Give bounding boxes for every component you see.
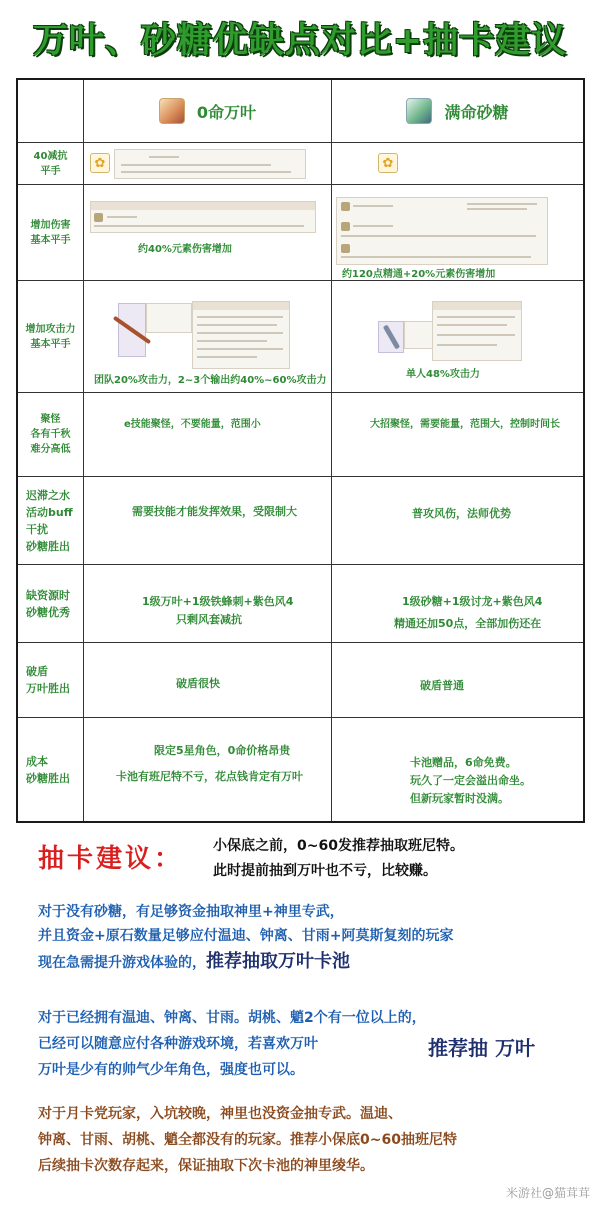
advice-p3-line3: 后续抽卡次数存起来，保证抽取下次卡池的神里绫华。	[38, 1158, 374, 1174]
kazuha-damage-text: 约40%元素伤害增加	[138, 244, 232, 255]
advice-p1-recommendation: 推荐抽取万叶卡池	[206, 951, 350, 972]
kazuha-resources-cell	[84, 565, 332, 643]
advice-p1-line1: 对于没有砂糖，有足够资金抽取神里+神里专武，	[38, 904, 344, 920]
kazuha-shield-cell	[84, 643, 332, 718]
sucrose-hydro-cell	[332, 477, 583, 565]
sucrose-column-header	[332, 80, 583, 143]
advice-intro-line1: 小保底之前，0~60发推荐抽取班尼特。	[213, 838, 464, 854]
row-label-hydro-buff: 迟滞之水 活动buff 干扰 砂糖胜出	[18, 477, 84, 565]
kazuha-portrait-icon	[159, 98, 185, 124]
talent-screenshot	[90, 201, 316, 233]
viridescent-flower-icon: ✿	[90, 153, 110, 173]
sucrose-cost-cell	[332, 718, 583, 821]
sucrose-resources-line1: 1级砂糖+1级讨龙+紫色风4	[402, 595, 543, 608]
kazuha-cost-line2: 卡池有班尼特不亏，花点钱肯定有万叶	[116, 770, 303, 783]
kazuha-cost-cell	[84, 718, 332, 821]
kazuha-grouping-text: e技能聚怪，不要能量，范围小	[124, 419, 261, 430]
kazuha-hydro-cell	[84, 477, 332, 565]
corner-cell	[18, 80, 84, 143]
gacha-advice-heading: 抽卡建议：	[38, 844, 184, 874]
advice-p2-line2: 已经可以随意应付各种游戏环境，若喜欢万叶	[38, 1036, 318, 1052]
sucrose-resources-line2: 精通还加50点，全部加伤还在	[394, 617, 542, 630]
kazuha-attack-cell	[84, 281, 332, 393]
advice-p3-line1: 对于月卡党玩家，入坑较晚，神里也没资金抽专武。温迪、	[38, 1106, 402, 1122]
weapon-stats	[146, 303, 192, 333]
kazuha-resources-line2: 只剩风套减抗	[176, 613, 242, 626]
thrilling-tales-weapon-icon	[383, 324, 400, 349]
kazuha-grouping-cell	[84, 393, 332, 477]
kazuha-cost-line1: 限定5星角色，0命价格昂贵	[154, 744, 291, 757]
advice-intro-line2: 此时提前抽到万叶也不亏，比较赚。	[213, 863, 437, 879]
advice-p1-line2: 并且资金+原石数量足够应付温迪、钟离、甘雨+阿莫斯复刻的玩家	[38, 928, 454, 944]
sucrose-shield-cell	[332, 643, 583, 718]
artifact-set-panel	[114, 149, 306, 179]
row-label-low-resources: 缺资源时 砂糖优秀	[18, 565, 84, 643]
advice-p2-line3: 万叶是少有的帅气少年角色，强度也可以。	[38, 1062, 304, 1078]
kazuha-hydro-text: 需要技能才能发挥效果，受限制大	[132, 505, 297, 518]
kazuha-resources-line1: 1级万叶+1级铁蜂刺+紫色风4	[142, 595, 294, 608]
weapon-description	[192, 301, 290, 369]
sucrose-cost-line1: 卡池赠品，6命免费。	[410, 756, 517, 769]
sucrose-shield-text: 破盾普通	[420, 679, 464, 692]
sucrose-portrait-icon	[406, 98, 432, 124]
sucrose-grouping-cell	[332, 393, 583, 477]
row-label-resistance: 40减抗 平手	[18, 143, 84, 185]
row-label-attack: 增加攻击力 基本平手	[18, 281, 84, 393]
advice-p3-line2: 钟离、甘雨、胡桃、魈全都没有的玩家。推荐小保底0~60抽班尼特	[38, 1132, 457, 1148]
sucrose-resistance-screenshot	[332, 143, 583, 185]
kazuha-resistance-screenshot	[84, 143, 332, 185]
sucrose-column-title: 满命砂糖	[444, 102, 509, 122]
row-label-shield-break: 破盾 万叶胜出	[18, 643, 84, 718]
advice-p2-line1: 对于已经拥有温迪、钟离、甘雨。胡桃、魈2个有一位以上的，	[38, 1010, 426, 1026]
kazuha-damage-cell	[84, 185, 332, 281]
row-label-grouping: 聚怪 各有千秋 难分高低	[18, 393, 84, 477]
advice-p2-recommendation: 推荐抽 万叶	[428, 1036, 535, 1060]
weapon-card	[118, 303, 146, 357]
sucrose-resources-cell	[332, 565, 583, 643]
advice-p1-line3: 现在急需提升游戏体验的，推荐抽取万叶卡池	[38, 951, 350, 972]
kazuha-shield-text: 破盾很快	[176, 677, 220, 690]
row-label-cost: 成本 砂糖胜出	[18, 718, 84, 821]
kazuha-column-header	[84, 80, 332, 143]
weapon-stats	[404, 321, 434, 349]
page-title: 万叶、砂糖优缺点对比+抽卡建议	[32, 21, 568, 61]
watermark: 米游社@猫茸茸	[505, 1186, 590, 1200]
sucrose-hydro-text: 普攻风伤，法师优势	[412, 507, 511, 520]
sucrose-cost-line2: 玩久了一定会溢出命坐。	[410, 774, 531, 787]
weapon-description	[432, 301, 522, 361]
sucrose-attack-text: 单人48%攻击力	[406, 369, 480, 380]
comparison-table	[16, 78, 585, 823]
viridescent-flower-icon: ✿	[378, 153, 398, 173]
sucrose-grouping-text: 大招聚怪，需要能量，范围大，控制时间长	[370, 419, 560, 430]
kazuha-attack-text: 团队20%攻击力，2~3个输出约40%~60%攻击力	[94, 375, 327, 386]
sucrose-damage-text: 约120点精通+20%元素伤害增加	[342, 269, 496, 280]
kazuha-column-title: 0命万叶	[196, 102, 257, 122]
row-label-damage: 增加伤害 基本平手	[18, 185, 84, 281]
talent-screenshot	[336, 197, 548, 265]
weapon-card	[378, 321, 404, 353]
sucrose-cost-line3: 但新玩家暂时没满。	[410, 792, 509, 805]
sucrose-damage-cell	[332, 185, 583, 281]
sucrose-attack-cell	[332, 281, 583, 393]
